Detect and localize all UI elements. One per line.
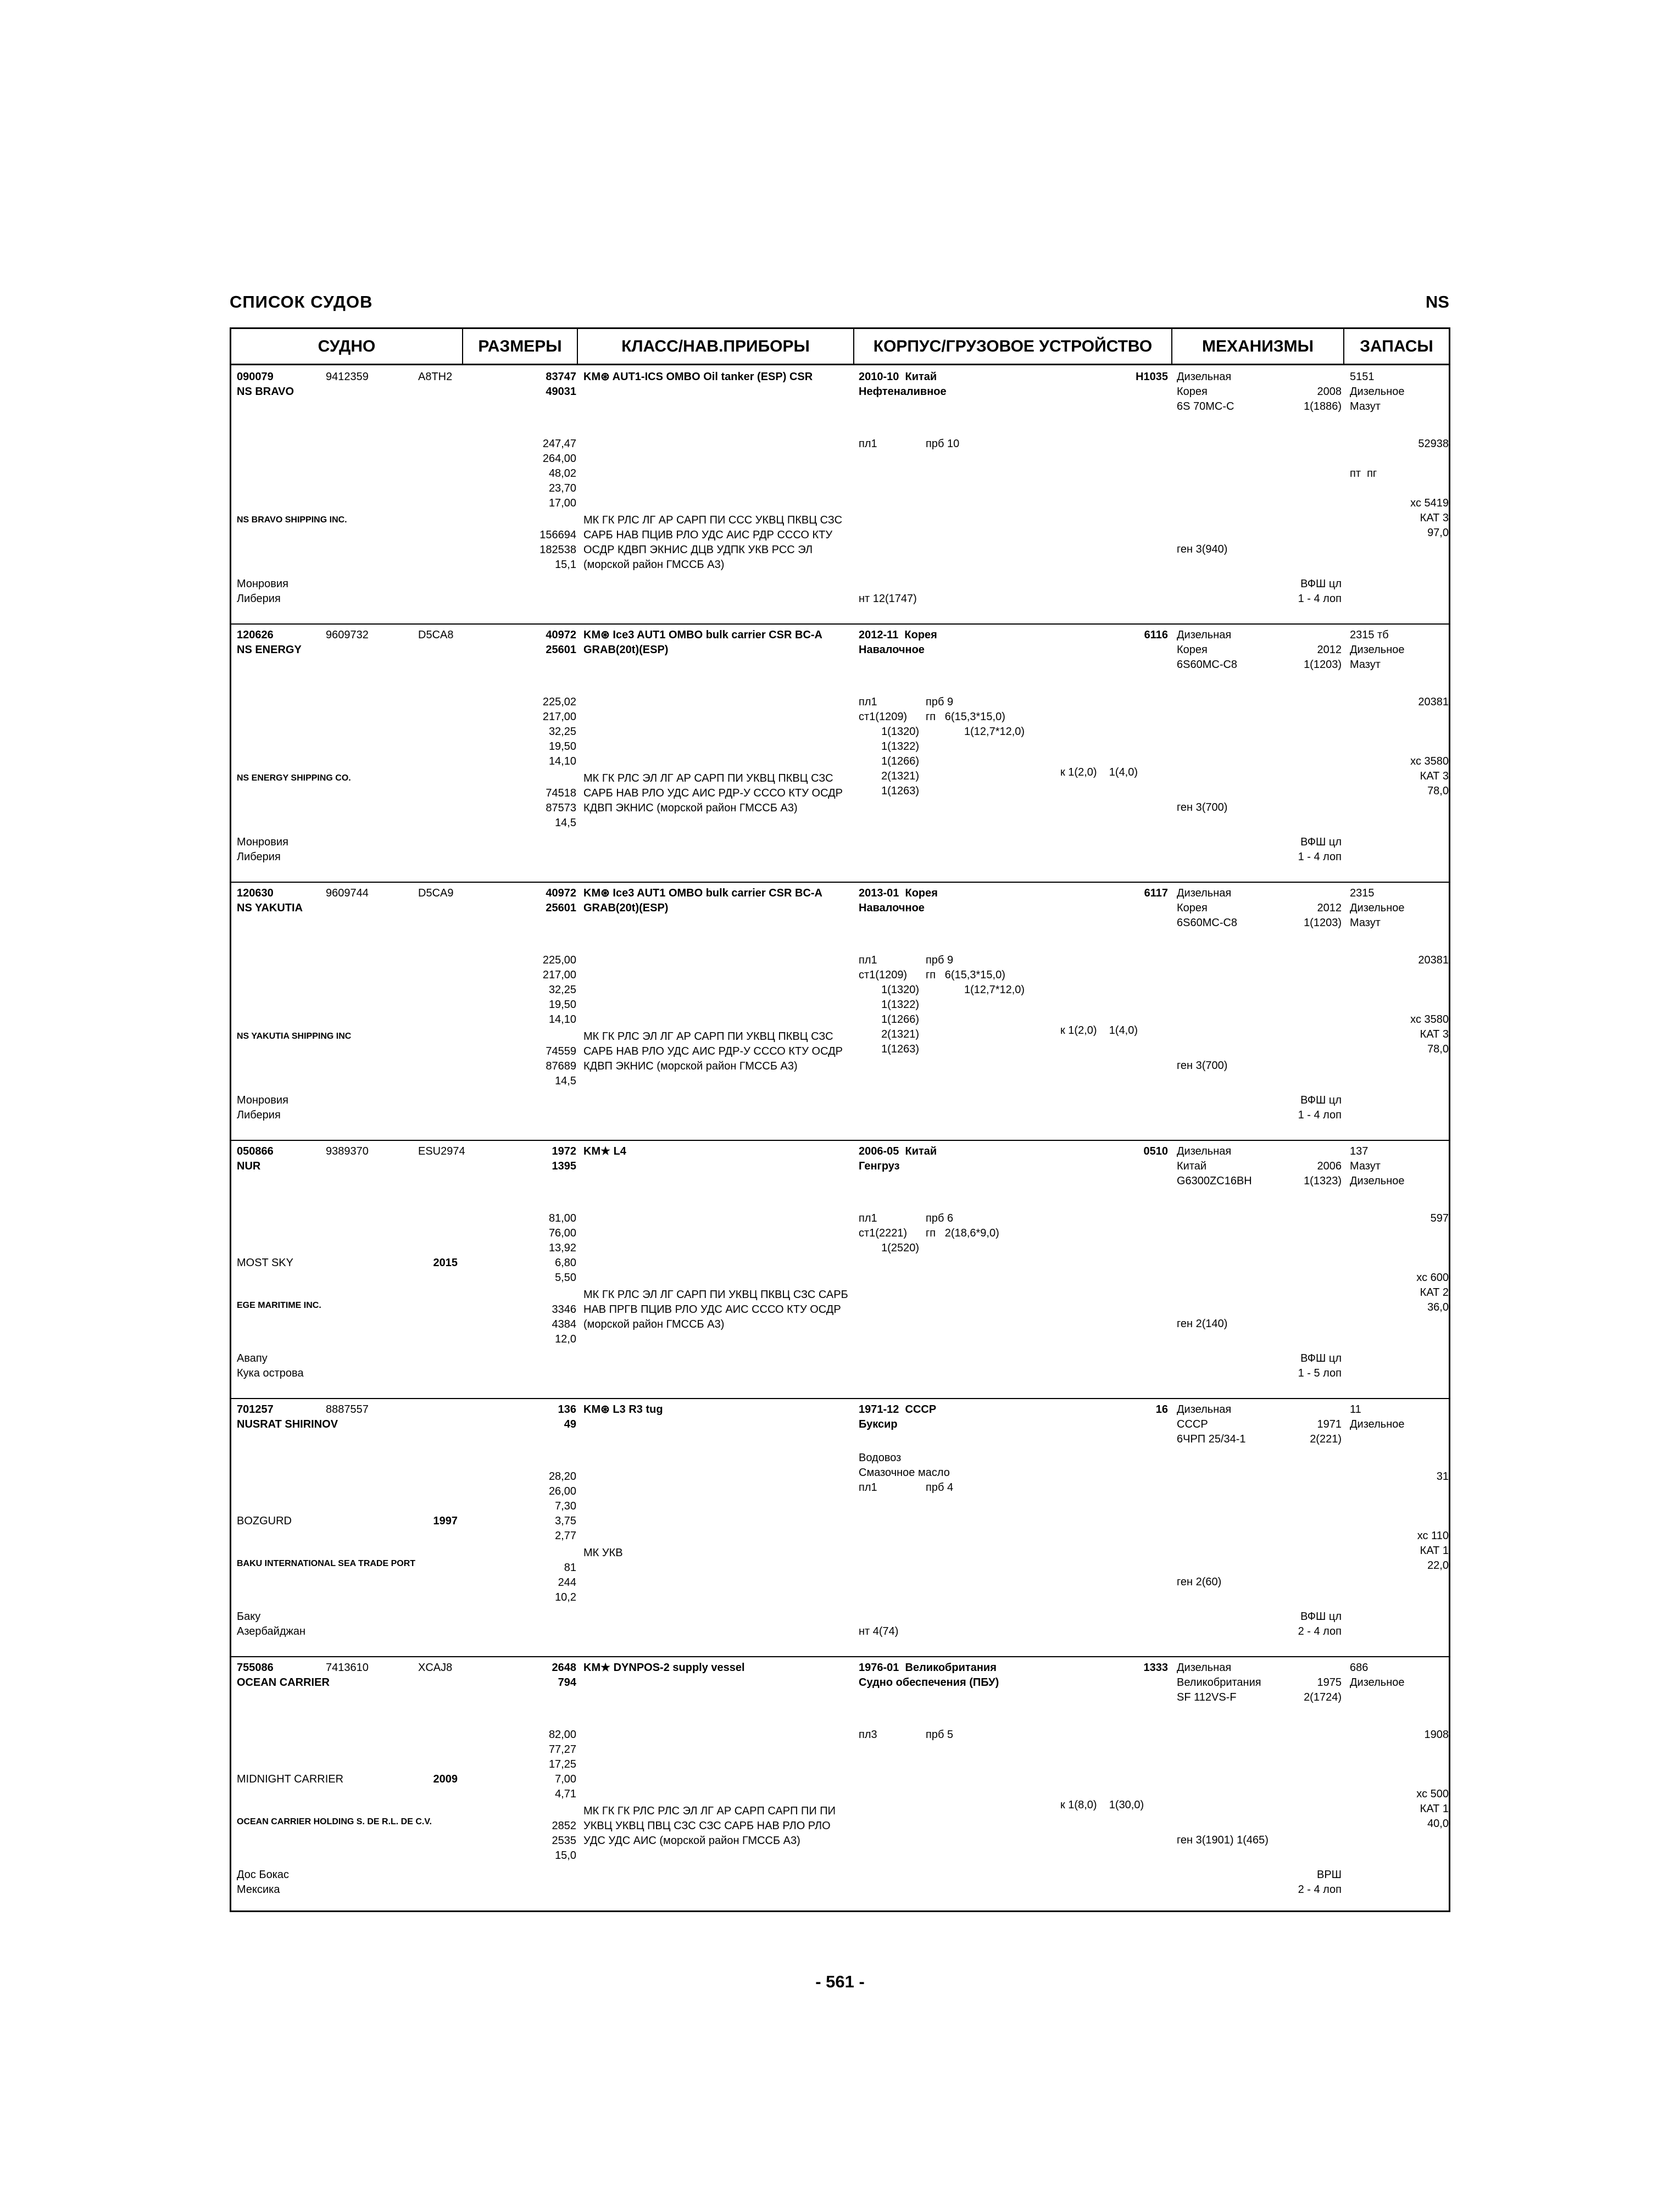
supply-capacity: 31 — [1436, 1470, 1449, 1483]
supply-value: хс 5419 — [1410, 497, 1449, 509]
column-header: РАЗМЕРЫ — [463, 329, 578, 364]
hull-line-b: прб 9 — [926, 696, 954, 708]
hull-type: Буксир — [859, 1418, 898, 1430]
ship-flag: Либерия — [237, 593, 281, 605]
supply-value: КАТ 2 — [1420, 1286, 1449, 1299]
dimension-value: 10,2 — [555, 1591, 576, 1603]
cargo-gear: 1(1320) — [881, 726, 919, 738]
propeller: ВФШ цл — [1300, 1094, 1342, 1106]
propeller-blades: 2 - 4 лоп — [1298, 1625, 1342, 1637]
class-notation: KM⊛ AUT1-ICS OMBO Oil tanker (ESP) CSR — [583, 371, 813, 383]
ship-table — [230, 327, 1450, 1912]
ship-former-year: 2009 — [433, 1773, 458, 1785]
cargo-gear: 2(1321) — [881, 770, 919, 782]
nav-equipment: МК ГК РЛС ЭЛ ЛГ САРП ПИ УКВЦ ПКВЦ СЗС САРБ НАВ ПРГВ ПЦИВ РЛО УДС АИС СССО КТУ ОСДР (морской район ГМССБ А3) — [583, 1289, 848, 1330]
ship-callsign: D5CA8 — [418, 629, 454, 641]
dimension-value: 14,5 — [555, 1075, 576, 1087]
dimension-value: 2648 — [552, 1662, 576, 1674]
engine-type: Дизельная — [1177, 887, 1232, 899]
dimension-value: 14,10 — [548, 755, 576, 767]
engine-type: Дизельная — [1177, 629, 1232, 641]
engine-country: Корея — [1177, 644, 1208, 656]
engine-year: 1975 — [1317, 1676, 1342, 1689]
cargo-gear: 1(1322) — [881, 740, 919, 753]
dimension-value: 225,02 — [542, 696, 576, 708]
cargo-gear: 1(1266) — [881, 755, 919, 767]
ship-owner: EGE MARITIME INC. — [237, 1301, 321, 1310]
engine-type: Дизельная — [1177, 1145, 1232, 1157]
ship-reg-number: 050866 — [237, 1145, 274, 1157]
engine-year: 1971 — [1317, 1418, 1342, 1430]
dimension-value: 2535 — [552, 1835, 576, 1847]
nav-equipment: МК ГК РЛС ЭЛ ЛГ АР САРП ПИ УКВЦ ПКВЦ СЗС САРБ НАВ РЛО УДС АИС РДР-У СССО КТУ ОСДР КДВП ЭКНИС (морской район ГМССБ А3) — [583, 1030, 843, 1072]
engine-country: Корея — [1177, 386, 1208, 398]
engine-model: 6S60MC-C8 — [1177, 659, 1238, 671]
dimension-value: 87573 — [546, 802, 576, 814]
ship-flag: Мексика — [237, 1884, 280, 1896]
column-header: МЕХАНИЗМЫ — [1172, 329, 1344, 364]
propeller-blades: 2 - 4 лоп — [1298, 1884, 1342, 1896]
ship-callsign: A8TH2 — [418, 371, 453, 383]
generators: ген 3(1901) 1(465) — [1177, 1834, 1269, 1846]
dimension-value: 83747 — [546, 371, 576, 383]
cargo-hatch: 1(12,7*12,0) — [964, 726, 1025, 738]
dimension-value: 19,50 — [548, 999, 576, 1011]
ship-port: Монровия — [237, 836, 288, 848]
dimension-value: 25601 — [546, 644, 576, 656]
page-title: СПИСОК СУДОВ — [230, 292, 373, 311]
column-header: КОРПУС/ГРУЗОВОЕ УСТРОЙСТВО — [854, 329, 1172, 364]
page-code: NS — [1425, 292, 1449, 311]
column-header: ЗАПАСЫ — [1360, 337, 1433, 355]
engine-type: Дизельная — [1177, 1403, 1232, 1416]
nav-equipment: МК ГК РЛС ЛГ АР САРП ПИ ССС УКВЦ ПКВЦ СЗС САРБ НАВ ПЦИВ РЛО УДС АИС РДР СССО КТУ ОСДР КДВП ЭКНИС ДЦВ УДПК УКВ РСС ЭЛ (морской район ГМССБ А3) — [583, 514, 843, 571]
ship-name: NS YAKUTIA — [237, 902, 303, 914]
hull-line-b: прб 5 — [926, 1729, 954, 1741]
supply-value: Дизельное — [1350, 902, 1405, 914]
dimension-value: 49 — [564, 1418, 576, 1430]
ship-owner: OCEAN CARRIER HOLDING S. DE R.L. DE C.V. — [237, 1817, 432, 1826]
dimension-value: 87689 — [546, 1060, 576, 1072]
supply-value: Дизельное — [1350, 386, 1405, 398]
dimension-value: 5,50 — [555, 1272, 576, 1284]
engine-year: 2012 — [1317, 902, 1342, 914]
dimension-value: 15,1 — [555, 559, 576, 571]
hull-bottom: нт 4(74) — [859, 1625, 899, 1637]
ship-entry — [231, 1656, 1449, 1914]
engine-model: 6ЧРП 25/34-1 — [1177, 1433, 1246, 1445]
class-notation: KM⊛ L3 R3 tug — [583, 1403, 663, 1416]
cargo-gear: 1(2520) — [881, 1242, 919, 1254]
dimension-value: 2852 — [552, 1820, 576, 1832]
supply-capacity: 20381 — [1418, 954, 1449, 966]
ship-callsign: D5CA9 — [418, 887, 454, 899]
supply-value: хс 3580 — [1410, 1013, 1449, 1026]
dimension-value: 77,27 — [548, 1743, 576, 1756]
hull-number: 16 — [1155, 1403, 1168, 1416]
hull-line-a: ст1(1209) — [859, 711, 908, 723]
ship-reg-number: 120626 — [237, 629, 274, 641]
dimension-value: 40972 — [546, 887, 576, 899]
dimension-value: 3346 — [552, 1303, 576, 1316]
supply-value: Дизельное — [1350, 1418, 1405, 1430]
supply-extra: пт пг — [1350, 467, 1377, 480]
supply-value: Мазут — [1350, 917, 1381, 929]
ship-name: OCEAN CARRIER — [237, 1676, 330, 1689]
cranes: к 1(2,0) 1(4,0) — [1060, 1024, 1138, 1037]
hull-line-b: прб 6 — [926, 1212, 954, 1224]
dimension-value: 40972 — [546, 629, 576, 641]
cargo-gear: 1(1322) — [881, 999, 919, 1011]
nav-equipment: МК ГК ГК РЛС РЛС ЭЛ ЛГ АР САРП САРП ПИ ПИ УКВЦ УКВЦ ПВЦ СЗС СЗС САРБ НАВ РЛО РЛО УДС УДС АИС (морской район ГМССБ А3) — [583, 1805, 836, 1847]
hull-build: 2006-05 Китай — [859, 1145, 937, 1157]
dimension-value: 247,47 — [542, 438, 576, 450]
cargo-hatch: 1(12,7*12,0) — [964, 984, 1025, 996]
supply-value: 137 — [1350, 1145, 1369, 1157]
engine-model: G6300ZC16BH — [1177, 1175, 1252, 1187]
hull-line-b: прб 9 — [926, 954, 954, 966]
dimension-value: 49031 — [546, 386, 576, 398]
ship-flag: Азербайджан — [237, 1625, 306, 1637]
hull-type: Генгруз — [859, 1160, 900, 1172]
supply-value: КАТ 1 — [1420, 1545, 1449, 1557]
dimension-value: 156694 — [539, 529, 576, 541]
class-notation: KM⊛ Ice3 AUT1 OMBO bulk carrier CSR BC-A GRAB(20t)(ESP) — [583, 629, 822, 656]
supply-value: 78,0 — [1427, 1043, 1449, 1055]
engine-power: 2(1724) — [1304, 1691, 1342, 1703]
nav-equipment: МК УКВ — [583, 1547, 623, 1559]
hull-line-b: прб 4 — [926, 1481, 954, 1494]
ship-imo: 9609744 — [326, 887, 369, 899]
class-notation: KM⊛ Ice3 AUT1 OMBO bulk carrier CSR BC-A GRAB(20t)(ESP) — [583, 887, 822, 914]
dimension-value: 7,30 — [555, 1500, 576, 1512]
dimension-value: 81 — [564, 1562, 576, 1574]
ship-port: Монровия — [237, 578, 288, 590]
supply-value: 78,0 — [1427, 785, 1449, 797]
cranes: к 1(2,0) 1(4,0) — [1060, 766, 1138, 778]
hull-line-a: пл1 — [859, 1212, 877, 1224]
propeller-blades: 1 - 4 лоп — [1298, 593, 1342, 605]
hull-line-a: Смазочное масло — [859, 1467, 950, 1479]
dimension-value: 2,77 — [555, 1530, 576, 1542]
generators: ген 2(60) — [1177, 1576, 1222, 1588]
supply-value: КАТ 3 — [1420, 512, 1449, 524]
hull-build: 2010-10 Китай — [859, 371, 937, 383]
supply-value: Дизельное — [1350, 1676, 1405, 1689]
hull-number: H1035 — [1136, 371, 1168, 383]
engine-model: SF 112VS-F — [1177, 1691, 1237, 1703]
propeller-blades: 1 - 4 лоп — [1298, 851, 1342, 863]
hull-line-a: пл1 — [859, 954, 877, 966]
propeller: ВРШ — [1316, 1869, 1342, 1881]
engine-country: Китай — [1177, 1160, 1207, 1172]
column-header: СУДНО — [231, 329, 463, 364]
hull-line-a: ст1(2221) — [859, 1227, 908, 1239]
supply-value: Мазут — [1350, 659, 1381, 671]
hull-line-a: пл1 — [859, 438, 877, 450]
ship-flag: Либерия — [237, 1109, 281, 1121]
hull-line-a: пл1 — [859, 1481, 877, 1494]
supply-value: Дизельное — [1350, 644, 1405, 656]
ship-former-name: BOZGURD — [237, 1515, 292, 1527]
hull-number: 6116 — [1144, 629, 1168, 641]
ship-flag: Либерия — [237, 851, 281, 863]
propeller-blades: 1 - 4 лоп — [1298, 1109, 1342, 1121]
class-notation: KM★ DYNPOS-2 supply vessel — [583, 1662, 745, 1674]
engine-country: Великобритания — [1177, 1676, 1261, 1689]
hull-bottom: нт 12(1747) — [859, 593, 917, 605]
ship-reg-number: 090079 — [237, 371, 274, 383]
dimension-value: 264,00 — [542, 453, 576, 465]
ship-former-year: 2015 — [433, 1257, 458, 1269]
ship-reg-number: 701257 — [237, 1403, 274, 1416]
engine-power: 1(1203) — [1304, 917, 1342, 929]
ship-former-year: 1997 — [433, 1515, 458, 1527]
supply-capacity: 20381 — [1418, 696, 1449, 708]
ship-callsign: XCAJ8 — [418, 1662, 453, 1674]
column-headers — [231, 329, 1449, 365]
generators: ген 3(940) — [1177, 543, 1228, 555]
dimension-value: 182538 — [539, 544, 576, 556]
supply-value: 97,0 — [1427, 527, 1449, 539]
ship-name: NUSRAT SHIRINOV — [237, 1418, 338, 1430]
supply-value: КАТ 3 — [1420, 1028, 1449, 1040]
supply-value: хс 3580 — [1410, 755, 1449, 767]
dimension-value: 74559 — [546, 1045, 576, 1057]
dimension-value: 48,02 — [548, 467, 576, 480]
dimension-value: 1395 — [552, 1160, 576, 1172]
supply-value: 40,0 — [1427, 1818, 1449, 1830]
hull-number: 1333 — [1143, 1662, 1168, 1674]
hull-line-b: гп 6(15,3*15,0) — [926, 711, 1005, 723]
hull-line-a: ст1(1209) — [859, 969, 908, 981]
ship-former-name: MOST SKY — [237, 1257, 293, 1269]
dimension-value: 15,0 — [555, 1850, 576, 1862]
dimension-value: 4384 — [552, 1318, 576, 1330]
dimension-value: 81,00 — [548, 1212, 576, 1224]
hull-type: Нефтеналивное — [859, 386, 947, 398]
dimension-value: 82,00 — [548, 1729, 576, 1741]
ship-imo: 7413610 — [326, 1662, 369, 1674]
dimension-value: 225,00 — [542, 954, 576, 966]
engine-power: 2(221) — [1310, 1433, 1342, 1445]
supply-value: 686 — [1350, 1662, 1369, 1674]
ship-owner: BAKU INTERNATIONAL SEA TRADE PORT — [237, 1559, 416, 1568]
class-notation: KM★ L4 — [583, 1145, 626, 1157]
cargo-gear: 1(1266) — [881, 1013, 919, 1026]
page-header — [230, 292, 1449, 320]
dimension-value: 17,00 — [548, 497, 576, 509]
cargo-gear: 1(1263) — [881, 1043, 919, 1055]
column-header: КЛАСС/НАВ.ПРИБОРЫ — [578, 329, 854, 364]
dimension-value: 14,10 — [548, 1013, 576, 1026]
supply-value: КАТ 1 — [1420, 1803, 1449, 1815]
ship-name: NS BRAVO — [237, 386, 294, 398]
generators: ген 3(700) — [1177, 1060, 1228, 1072]
ship-owner: NS YAKUTIA SHIPPING INC — [237, 1032, 352, 1041]
hull-type: Навалочное — [859, 902, 925, 914]
engine-country: СССР — [1177, 1418, 1208, 1430]
hull-line-a: пл3 — [859, 1729, 877, 1741]
hull-build: 1971-12 СССР — [859, 1403, 937, 1416]
ship-port: Баку — [237, 1611, 261, 1623]
ship-entry — [231, 365, 1449, 623]
engine-type: Дизельная — [1177, 371, 1232, 383]
dimension-value: 6,80 — [555, 1257, 576, 1269]
dimension-value: 17,25 — [548, 1758, 576, 1770]
cranes: к 1(8,0) 1(30,0) — [1060, 1799, 1144, 1811]
cargo-gear: 1(1263) — [881, 785, 919, 797]
supply-value: 2315 — [1350, 887, 1375, 899]
dimension-value: 19,50 — [548, 740, 576, 753]
ship-imo: 9412359 — [326, 371, 369, 383]
engine-model: 6S60MC-C8 — [1177, 917, 1238, 929]
ship-entry — [231, 623, 1449, 882]
engine-year: 2008 — [1317, 386, 1342, 398]
ship-port: Дос Бокас — [237, 1869, 290, 1881]
supply-value: Мазут — [1350, 400, 1381, 413]
hull-line-b: гп 6(15,3*15,0) — [926, 969, 1005, 981]
page-number: - 561 - — [815, 1972, 865, 1991]
dimension-value: 794 — [558, 1676, 576, 1689]
generators: ген 3(700) — [1177, 801, 1228, 814]
cargo-gear: 1(1320) — [881, 984, 919, 996]
dimension-value: 7,00 — [555, 1773, 576, 1785]
hull-line-a: пл1 — [859, 696, 877, 708]
hull-number: 6117 — [1144, 887, 1168, 899]
supply-capacity: 597 — [1430, 1212, 1449, 1224]
supply-value: 2315 тб — [1350, 629, 1389, 641]
supply-value: хс 500 — [1416, 1788, 1449, 1800]
engine-country: Корея — [1177, 902, 1208, 914]
engine-power: 1(1323) — [1304, 1175, 1342, 1187]
hull-line-a: Водовоз — [859, 1452, 902, 1464]
ship-reg-number: 755086 — [237, 1662, 274, 1674]
supply-capacity: 52938 — [1418, 438, 1449, 450]
ship-port: Авапу — [237, 1352, 268, 1364]
dimension-value: 217,00 — [542, 969, 576, 981]
dimension-value: 1972 — [552, 1145, 576, 1157]
dimension-value: 13,92 — [548, 1242, 576, 1254]
ship-entry — [231, 1140, 1449, 1398]
supply-value: Дизельное — [1350, 1175, 1405, 1187]
ship-imo: 9389370 — [326, 1145, 369, 1157]
supply-value: 5151 — [1350, 371, 1375, 383]
ship-reg-number: 120630 — [237, 887, 274, 899]
propeller: ВФШ цл — [1300, 578, 1342, 590]
ship-name: NUR — [237, 1160, 261, 1172]
ship-port: Монровия — [237, 1094, 288, 1106]
ship-entry — [231, 1398, 1449, 1656]
hull-number: 0510 — [1143, 1145, 1168, 1157]
dimension-value: 3,75 — [555, 1515, 576, 1527]
dimension-value: 244 — [558, 1576, 576, 1589]
dimension-value: 12,0 — [555, 1333, 576, 1345]
propeller-blades: 1 - 5 лоп — [1298, 1367, 1342, 1379]
hull-build: 1976-01 Великобритания — [859, 1662, 997, 1674]
engine-year: 2006 — [1317, 1160, 1342, 1172]
propeller: ВФШ цл — [1300, 836, 1342, 848]
supply-value: КАТ 3 — [1420, 770, 1449, 782]
supply-value: 22,0 — [1427, 1559, 1449, 1572]
supply-value: хс 600 — [1416, 1272, 1449, 1284]
dimension-value: 74518 — [546, 787, 576, 799]
ship-flag: Кука острова — [237, 1367, 304, 1379]
ship-owner: NS ENERGY SHIPPING CO. — [237, 773, 351, 783]
engine-model: 6S 70MC-C — [1177, 400, 1234, 413]
ship-imo: 9609732 — [326, 629, 369, 641]
hull-build: 2013-01 Корея — [859, 887, 938, 899]
dimension-value: 217,00 — [542, 711, 576, 723]
dimension-value: 32,25 — [548, 984, 576, 996]
engine-power: 1(1203) — [1304, 659, 1342, 671]
dimension-value: 76,00 — [548, 1227, 576, 1239]
dimension-value: 32,25 — [548, 726, 576, 738]
dimension-value: 25601 — [546, 902, 576, 914]
ship-name: NS ENERGY — [237, 644, 302, 656]
ship-callsign: ESU2974 — [418, 1145, 465, 1157]
hull-type: Навалочное — [859, 644, 925, 656]
dimension-value: 136 — [558, 1403, 576, 1416]
supply-value: 11 — [1350, 1403, 1361, 1416]
dimension-value: 14,5 — [555, 817, 576, 829]
hull-type: Судно обеспечения (ПБУ) — [859, 1676, 999, 1689]
ship-former-name: MIDNIGHT CARRIER — [237, 1773, 344, 1785]
hull-line-b: гп 2(18,6*9,0) — [926, 1227, 999, 1239]
supply-value: хс 110 — [1417, 1530, 1449, 1542]
dimension-value: 26,00 — [548, 1485, 576, 1497]
nav-equipment: МК ГК РЛС ЭЛ ЛГ АР САРП ПИ УКВЦ ПКВЦ СЗС САРБ НАВ РЛО УДС АИС РДР-У СССО КТУ ОСДР КДВП ЭКНИС (морской район ГМССБ А3) — [583, 772, 843, 814]
cargo-gear: 2(1321) — [881, 1028, 919, 1040]
supply-value: 36,0 — [1427, 1301, 1449, 1313]
engine-power: 1(1886) — [1304, 400, 1342, 413]
dimension-value: 28,20 — [548, 1470, 576, 1483]
ship-owner: NS BRAVO SHIPPING INC. — [237, 515, 347, 525]
hull-build: 2012-11 Корея — [859, 629, 937, 641]
engine-type: Дизельная — [1177, 1662, 1232, 1674]
dimension-value: 23,70 — [548, 482, 576, 494]
ship-entry — [231, 882, 1449, 1140]
supply-value: Мазут — [1350, 1160, 1381, 1172]
propeller: ВФШ цл — [1300, 1352, 1342, 1364]
hull-line-b: прб 10 — [926, 438, 960, 450]
ship-imo: 8887557 — [326, 1403, 369, 1416]
engine-year: 2012 — [1317, 644, 1342, 656]
generators: ген 2(140) — [1177, 1318, 1228, 1330]
supply-capacity: 1908 — [1424, 1729, 1449, 1741]
propeller: ВФШ цл — [1300, 1611, 1342, 1623]
dimension-value: 4,71 — [555, 1788, 576, 1800]
